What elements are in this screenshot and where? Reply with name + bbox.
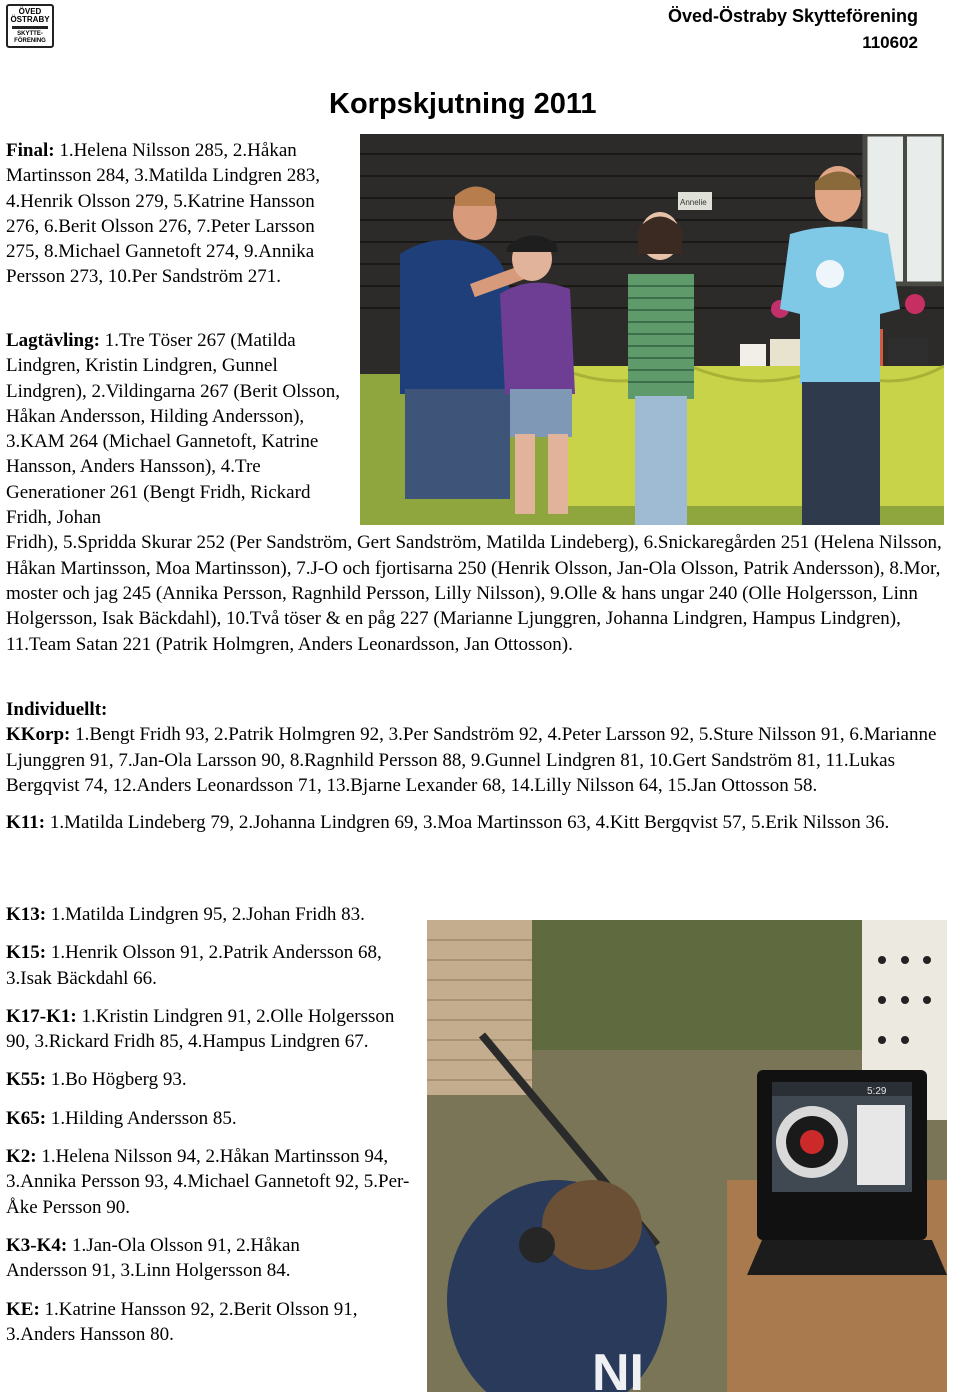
kkorp-label: KKorp: — [6, 724, 71, 746]
shooter-photo — [427, 920, 947, 1392]
team-competition-results — [6, 328, 951, 657]
final-label: Final: — [6, 140, 55, 161]
final-results — [6, 138, 346, 290]
laptop-timer: 5:29 — [867, 1086, 887, 1097]
team-text-wide: Fridh), 5.Spridda Skurar 252 (Per Sandström, Gert Sandström, Matilda Lindeberg), 6.Snickaregården 251 (Helena Nilsson, Håkan Martinsson, Moa Martinsson), 7.J-O och fjortisarna 250 (Henrik Olsson, Jan-Ola Olsson, Patrik Andersson), 8.Mor, moster och jag 245 (Annika Persson, Ragnhild Persson, Lilly Nilsson), 9.Olle & hans ungar 240 (Olle Holgersson, Linn Holgersson, Isak Bäckdahl), 10.Två töser & en påg 227 (Marianne Ljunggren, Johanna Lindgren, Hampus Lindgren), 11.Team Satan 221 (Patrik Holmgren, Anders Leonardsson, Jan Ottosson). — [6, 532, 942, 655]
k55-text: 1.Bo Högberg 93. — [46, 1069, 187, 1091]
final-text: 1.Helena Nilsson 285, 2.Håkan Martinsson 284, 3.Matilda Lindgren 283, 4.Henrik Olsson 279, 5.Katrine Hansson 276, 6.Berit Olsson 276, 7.Peter Larsson 275, 8.Michael Gannetoft 274, 9.Annika Persson 273, 10.Per Sandström 271. — [6, 140, 320, 288]
team-text-narrow: 1.Tre Töser 267 (Matilda Lindgren, Kristin Lindgren, Gunnel Lindgren), 2.Vildingarna 267 (Berit Olsson, Håkan Andersson, Hilding Andersson), 3.KAM 264 (Michael Gannetoft, Katrine Hansson, Anders Hansson), 4.Tre Generationer 261 (Bengt Fridh, Rickard Fridh, Johan — [6, 330, 340, 529]
kkorp-text: 1.Bengt Fridh 93, 2.Patrik Holmgren 92, 3.Per Sandström 92, 4.Peter Larsson 92, 5.Sture Nilsson 91, 6.Marianne Ljunggren 91, 7.Jan-Ola Larsson 90, 8.Ragnhild Persson 88, 9.Gunnel Lindgren 81, 10.Gert Sandström 81, 11.Lukas Bergqvist 74, 12.Anders Leonardsson 71, 13.Bjarne Lexander 68, 14.Lilly Nilsson 64, 15.Jan Ottosson 58. — [6, 724, 937, 796]
ke-results — [6, 1297, 416, 1348]
team-results-narrow — [6, 328, 341, 530]
shooter-illustration — [427, 920, 947, 1392]
k13-text: 1.Matilda Lindgren 95, 2.Johan Fridh 83. — [46, 904, 365, 925]
logo-line-1: ÖVED — [18, 6, 42, 16]
logo-line-4: FÖRENING — [14, 37, 46, 44]
k11-results — [6, 810, 951, 835]
k3k4-label: K3-K4: — [6, 1234, 68, 1256]
k65-label: K65: — [6, 1107, 47, 1129]
club-logo — [6, 4, 54, 48]
ke-label: KE: — [6, 1298, 40, 1320]
k65-text: 1.Hilding Andersson 85. — [46, 1107, 237, 1129]
k2-text: 1.Helena Nilsson 94, 2.Håkan Martinsson 94, 3.Annika Persson 93, 4.Michael Gannetoft 92, 5.Per-Åke Persson 90. — [6, 1146, 410, 1218]
k2-label: K2: — [6, 1146, 37, 1168]
k13-label: K13: — [6, 904, 47, 925]
logo-divider — [12, 26, 48, 29]
k55-label: K55: — [6, 1069, 47, 1091]
logo-line-2: ÖSTRABY — [10, 14, 50, 24]
k17-text: 1.Kristin Lindgren 91, 2.Olle Holgersson 90, 3.Rickard Fridh 85, 4.Hampus Lindgren 67. — [6, 1005, 395, 1053]
individual-heading: Individuellt: — [6, 699, 108, 720]
organization-name: Öved-Östraby Skytteförening — [667, 6, 918, 26]
class-results — [6, 902, 426, 1347]
individual-results — [6, 697, 951, 835]
photo-sign-text: Annelie — [680, 198, 707, 207]
k3k4-results — [6, 1233, 346, 1284]
k15-results — [6, 940, 406, 991]
k15-label: K15: — [6, 942, 47, 964]
vest-lettering: NI — [592, 1344, 644, 1392]
k2-results — [6, 1144, 416, 1220]
k17-label: K17-K1: — [6, 1005, 77, 1027]
page-title: Korpskjutning 2011 — [329, 88, 597, 120]
logo-line-3: SKYTTE- — [17, 30, 43, 37]
k11-label: K11: — [6, 812, 46, 834]
k65-results — [6, 1106, 426, 1131]
team-label: Lagtävling: — [6, 330, 100, 351]
ke-text: 1.Katrine Hansson 92, 2.Berit Olsson 91, 3.Anders Hansson 80. — [6, 1298, 358, 1345]
k11-text: 1.Matilda Lindeberg 79, 2.Johanna Lindgren 69, 3.Moa Martinsson 63, 4.Kitt Bergqvist 57, 5.Erik Nilsson 36. — [45, 812, 890, 834]
k17-results — [6, 1004, 406, 1055]
k55-results — [6, 1067, 426, 1092]
k13-results — [6, 902, 426, 927]
k3k4-text: 1.Jan-Ola Olsson 91, 2.Håkan Andersson 91, 3.Linn Holgersson 84. — [6, 1234, 300, 1282]
kkorp-results — [6, 722, 951, 798]
k15-text: 1.Henrik Olsson 91, 2.Patrik Andersson 68, 3.Isak Bäckdahl 66. — [6, 942, 382, 989]
document-number: 110602 — [862, 33, 918, 52]
